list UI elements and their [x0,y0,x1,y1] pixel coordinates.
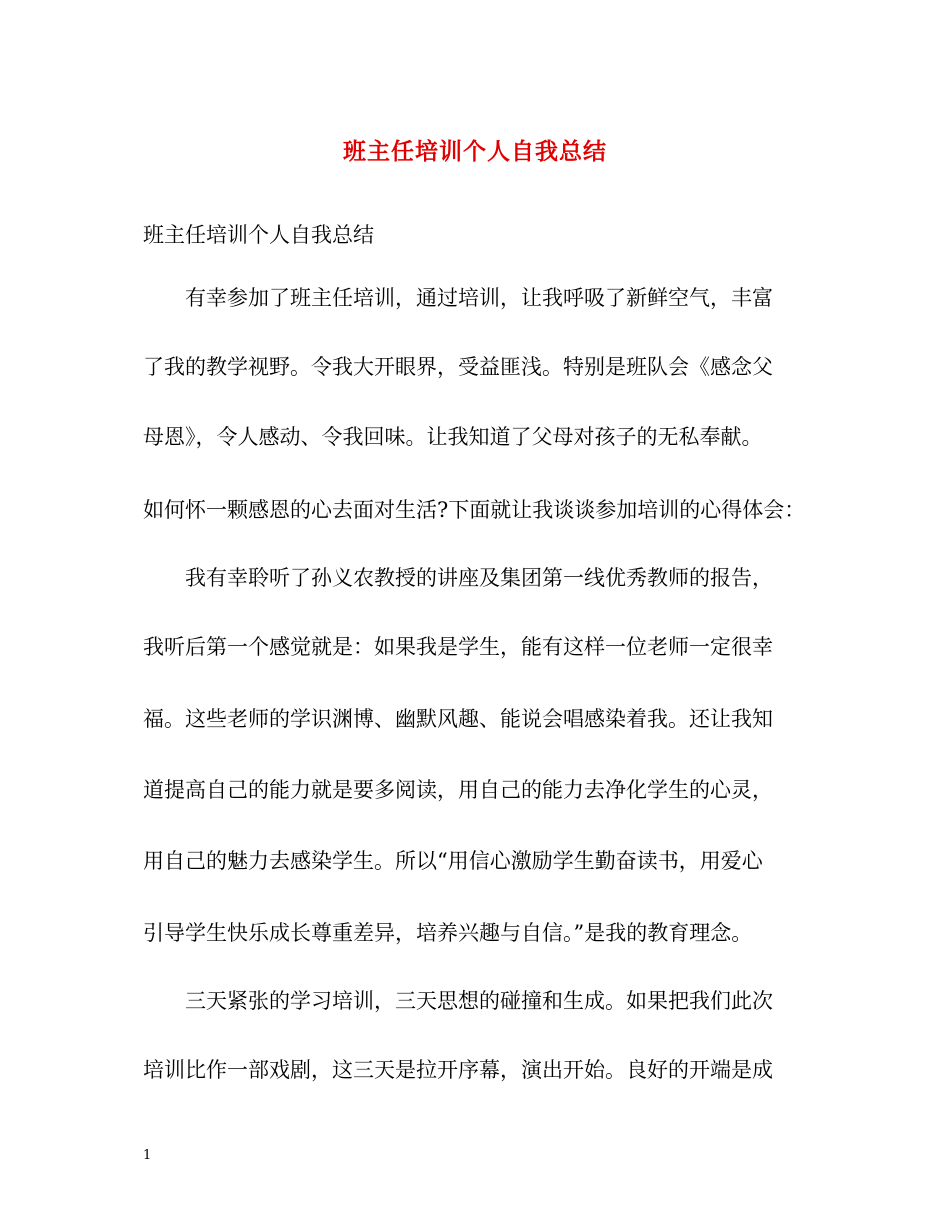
paragraph-line: 引导学生快乐成长尊重差异，培养兴趣与自信。”是我的教育理念。 [143,921,753,945]
paragraph-line: 道提高自己的能力就是要多阅读，用自己的能力去净化学生的心灵， [143,778,773,802]
paragraph-line: 母恩》，令人感动、令我回味。让我知道了父母对孩子的无私奉献。 [143,425,763,449]
paragraph-line: 有幸参加了班主任培训，通过培训，让我呼吸了新鲜空气，丰富 [185,286,773,310]
paragraph-line: 了我的教学视野。令我大开眼界，受益匪浅。特别是班队会《感念父 [143,355,773,379]
page-number: 1 [143,1148,152,1163]
document-title: 班主任培训个人自我总结 [343,138,607,165]
paragraph-line: 用自己的魅力去感染学生。所以“用信心激励学生勤奋读书，用爱心 [143,849,763,873]
paragraph-line: 如何怀一颗感恩的心去面对生活?下面就让我谈谈参加培训的心得体会： [143,498,806,522]
paragraph-line: 三天紧张的学习培训，三天思想的碰撞和生成。如果把我们此次 [185,989,773,1013]
document-subtitle: 班主任培训个人自我总结 [143,223,374,247]
paragraph-line: 我有幸聆听了孙义农教授的讲座及集团第一线优秀教师的报告， [185,566,773,590]
paragraph-line: 我听后第一个感觉就是：如果我是学生，能有这样一位老师一定很幸 [143,635,773,659]
paragraph-line: 培训比作一部戏剧，这三天是拉开序幕，演出开始。良好的开端是成 [143,1058,773,1082]
paragraph-line: 福。这些老师的学识渊博、幽默风趣、能说会唱感染着我。还让我知 [143,707,773,731]
